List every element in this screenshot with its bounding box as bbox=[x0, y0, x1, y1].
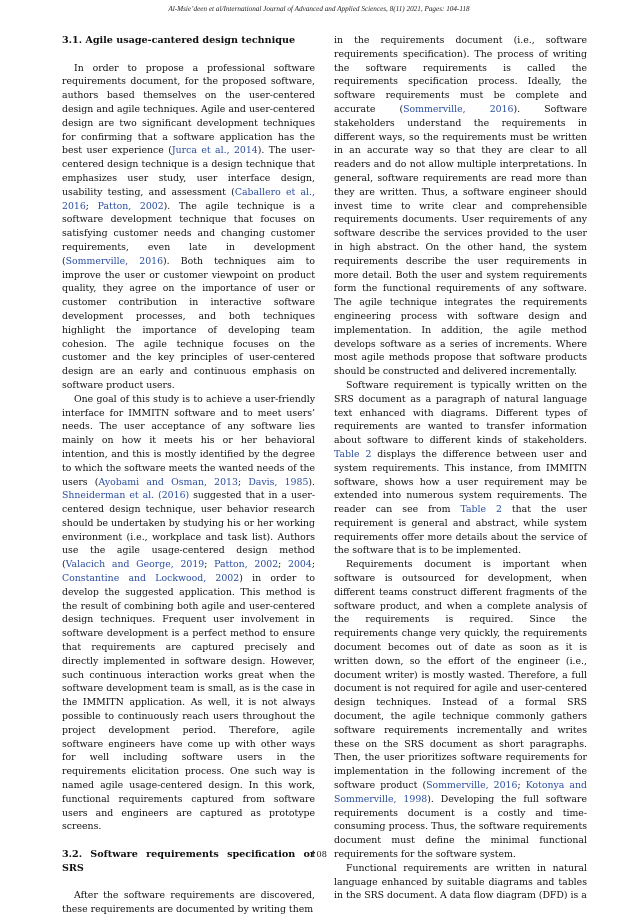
paragraph: Functional requirements are written in natural language enhanced by suitable diagrams and tables in the SRS document. A data flow diagram (DFD) is a bbox=[334, 862, 587, 902]
citation-link[interactable]: Jurca et al., 2014 bbox=[171, 145, 258, 157]
paragraph: in the requirements document (i.e., software requirements specification). The process of writing the software requirements is called the requirements specification process. Ideally, the software requirements must be complete and accurate (Sommerville, 2016). Software stakeholders understand the requirements in different ways, so the requirements must be written in an accurate way so that they are clear to all readers and do not allow multiple interpretations. In general, software requirements are read more than they are written. Thus, a software engineer should invest time to write clear and comprehensible requirements documents. User requirements of any software describe the services provided to the user in high abstract. On the other hand, the system requirements describe the user requirements in more detail. Both the user and system requirements form the functional requirements of any software. The agile technique integrates the requirements engineering process with software design and implementation. In addition, the agile method develops software as a series of increments. Where most agile methods propose that software products should be constructed and delivered incrementally. bbox=[334, 35, 587, 378]
left-column bbox=[62, 34, 315, 917]
citation-link[interactable]: Ayobami and Osman, 2013 bbox=[98, 476, 238, 488]
paragraph: Software requirement is typically written on the SRS document as a paragraph of natural language text enhanced with diagrams. Different types of requirements are wanted to transfer information about software to different kinds of stakeholders. Table 2 displays the difference between user and system requirements. This instance, from IMMITN software, shows how a user requirement may be extended into numerous system requirements. The reader can see from Table 2 that the user requirement is general and abstract, while system requirements offer more details about the service of the software that is to be implemented. bbox=[334, 379, 588, 557]
citation-link[interactable]: Sommerville, 2016 bbox=[426, 780, 518, 792]
table-reference-link[interactable]: Table 2 bbox=[460, 504, 502, 516]
citation-link[interactable]: 2004 bbox=[288, 559, 312, 571]
citation-link[interactable]: Shneiderman et al. (2016) bbox=[62, 490, 190, 502]
paragraph: After the software requirements are discovered, these requirements are documented by writing them bbox=[62, 890, 315, 916]
table-reference-link[interactable]: Table 2 bbox=[334, 448, 372, 460]
paragraph: In order to propose a professional software requirements document, for the proposed software, authors based themselves on the user-centered design and agile techniques. Agile and user-centered design are two significant development techniques for confirming that a software application has the best user experience (Jurca et al., 2014). The user-centered design technique is a design technique that emphasizes user study, user interface design, usability testing, and assessment (Caballero et al., 2016; Patton, 2002). The agile technique is a software development technique that focuses on satisfying customer needs and changing customer requirements, even late in development (Sommerville, 2016). Both techniques aim to improve the user or customer viewpoint on product quality, they agree on the importance of user or customer contribution in interactive software development processes, and both techniques highlight the importance of developing team cohesion. The agile technique focuses on the customer and the key principles of user-centered design are an early and continuous emphasis on software product users. bbox=[62, 62, 315, 391]
section-heading-3-2: 3.2. Software requirements specification or SRS bbox=[62, 849, 315, 874]
running-header: Al-Msie’deen et al/International Journal of Advanced and Applied Sciences, 8(11) 2021, Pages: 104-118 bbox=[168, 5, 470, 13]
citation-link[interactable]: Patton, 2002 bbox=[97, 200, 164, 212]
section-heading-3-1: 3.1. Agile usage-cantered design technique bbox=[62, 35, 296, 46]
citation-link[interactable]: Sommerville, 2016 bbox=[403, 103, 514, 115]
paragraph: One goal of this study is to achieve a user-friendly interface for IMMITN software and to meet users’ needs. The user acceptance of any software lies mainly on how it meets his or her behavioral intention, and this is mostly identified by the degree to which the software meets the wanted needs of the users (Ayobami and Osman, 2013; Davis, 1985). Shneiderman et al. (2016) suggested that in a user-centered design technique, user behavior research should be undertaken by studying his or her working environment (i.e., workplace and task list). Authors use the agile usage-centered design method (Valacich and George, 2019; Patton, 2002; 2004; Constantine and Lockwood, 2002) in order to develop the suggested application. This method is the result of combining both agile and user-centered design techniques. Frequent user involvement in software development is a perfect method to ensure that requirements are captured precisely and directly implemented in software design. However, such continuous interaction works great when the software development team is small, as is the case in the IMMITN application. As well, it is not always possible to continuously reach users throughout the project development period. Therefore, agile software engineers have come up with other ways for well including software users in the requirements elicitation process. One such way is named agile usage-centered design. In this work, functional requirements captured from software users and engineers are captured as prototype screens. bbox=[62, 393, 316, 833]
citation-link[interactable]: Valacich and George, 2019 bbox=[65, 559, 205, 571]
citation-link[interactable]: Sommerville, 2016 bbox=[65, 255, 164, 267]
citation-link[interactable]: Caballero et al., 2016 bbox=[62, 186, 315, 212]
citation-link[interactable]: Patton, 2002 bbox=[214, 559, 279, 571]
page-number: 108 bbox=[311, 849, 327, 859]
citation-link[interactable]: Davis, 1985 bbox=[248, 476, 309, 488]
right-column bbox=[334, 34, 587, 903]
citation-link[interactable]: Kotonya and Sommerville, 1998 bbox=[334, 780, 587, 805]
paragraph: Requirements document is important when software is outsourced for development, when different teams construct different fragments of the software product, and when a complete analysis of the requirements is required. Since the requirements change very quickly, the requirements document becomes out of date as soon as it is written down, so the effort of the engineer (i.e., document writer) is mostly wasted. Therefore, a full document is not required for agile and user-centered design techniques. Instead of a formal SRS document, the agile technique commonly gathers software requirements incrementally and writes these on the SRS document as short paragraphs. Then, the user prioritizes software requirements for implementation in the following increment of the software product (Sommerville, 2016; Kotonya and Sommerville, 1998). Developing the full software requirements document is a costly and time-consuming process. Thus, the software requirements document must define the minimal functional requirements for the software system. bbox=[334, 559, 587, 861]
citation-link[interactable]: Constantine and Lockwood, 2002 bbox=[62, 573, 240, 585]
